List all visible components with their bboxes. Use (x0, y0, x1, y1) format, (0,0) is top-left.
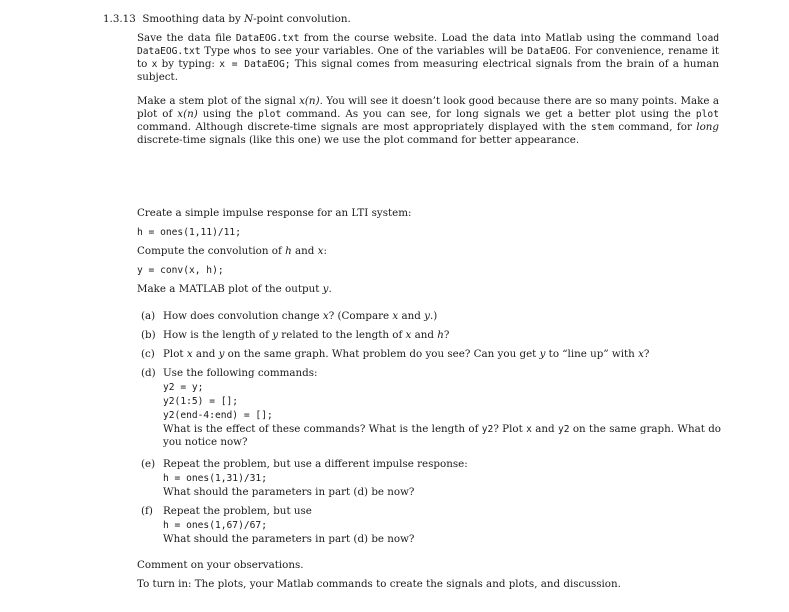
item-c-label: (c) (141, 348, 155, 360)
problem-number: 1.3.13 (103, 13, 136, 25)
item-f-question: What should the parameters in part (d) be now? (163, 533, 415, 545)
impulse-intro: Create a simple impulse response for an LTI system: (137, 207, 412, 219)
item-f-label: (f) (141, 505, 153, 517)
code-impulse-h: h = ones(1,11)/11; (137, 227, 241, 238)
code-f: h = ones(1,67)/67; (163, 520, 267, 531)
stem-plot-paragraph: Make a stem plot of the signal x(n). You will see it doesn’t look good because there are so many points. Make a plot of x(n) using the plot command. As you can see, for long signals we get a better plot using the plot command. Although discrete-time signals are most appropriately displayed with the stem command, for long discrete-time signals (like this one) we use the plot command for better appearance. (137, 95, 719, 146)
item-d-question: What is the effect of these commands? What is the length of y2? Plot x and y2 on the same graph. What do you notice now? (163, 423, 721, 448)
item-a: How does convolution change x? (Compare x and y.) (163, 310, 438, 322)
item-b: How is the length of y related to the length of x and h? (163, 329, 450, 341)
item-e-question: What should the parameters in part (d) be now? (163, 486, 415, 498)
code-conv-y: y = conv(x, h); (137, 265, 224, 276)
item-e-intro: Repeat the problem, but use a different impulse response: (163, 458, 468, 470)
problem-heading: 1.3.13 Smoothing data by N-point convolution. (103, 13, 351, 25)
comment-instruction: Comment on your observations. (137, 559, 304, 571)
item-a-label: (a) (141, 310, 156, 322)
code-e: h = ones(1,31)/31; (163, 473, 267, 484)
code-d-3: y2(end-4:end) = []; (163, 410, 273, 421)
code-d-1: y2 = y; (163, 382, 204, 393)
item-f-intro: Repeat the problem, but use (163, 505, 312, 517)
item-d-intro: Use the following commands: (163, 367, 318, 379)
item-e-label: (e) (141, 458, 156, 470)
item-b-label: (b) (141, 329, 156, 341)
turn-in-instruction: To turn in: The plots, your Matlab commands to create the signals and plots, and discussion. (137, 578, 621, 590)
intro-paragraph: Save the data file DataEOG.txt from the course website. Load the data into Matlab using the command load DataEOG.txt Type whos to see your variables. One of the variables will be DataEOG. For convenience, rename it to x by typing: x = DataEOG; This signal comes from measuring electrical signals from the brain of a human subject. (137, 32, 720, 83)
item-c: Plot x and y on the same graph. What problem do you see? Can you get y to “line up” with x? (163, 348, 650, 360)
convolution-intro: Compute the convolution of h and x: (137, 245, 327, 257)
code-d-2: y2(1:5) = []; (163, 396, 239, 407)
item-d-label: (d) (141, 367, 156, 379)
matlab-plot-instruction: Make a MATLAB plot of the output y. (137, 283, 332, 295)
